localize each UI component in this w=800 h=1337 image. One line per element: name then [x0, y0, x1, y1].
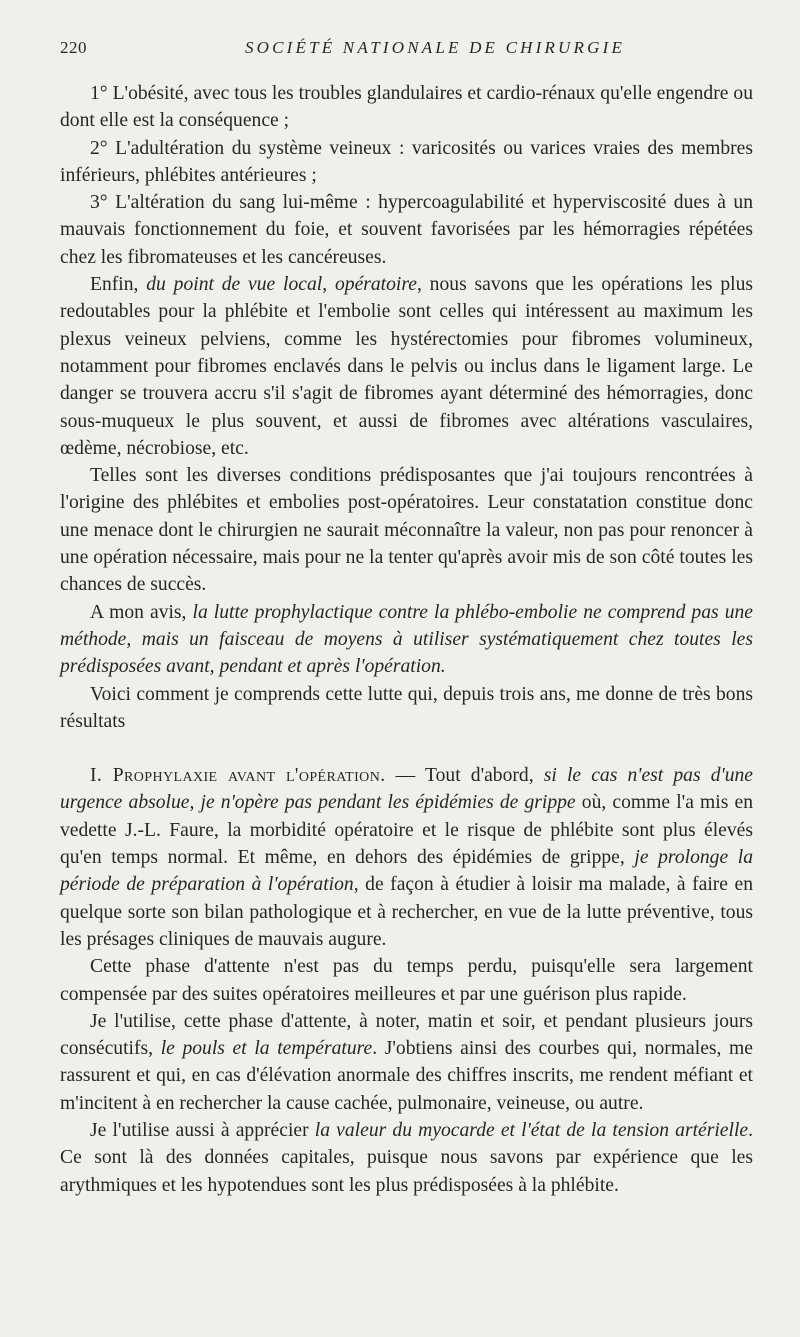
italic-run: le pouls et la température: [160, 1038, 373, 1060]
italic-run: si le cas n'est pas d'une urgence absolue, je n'opère pas pendant les épidémies de grippe: [60, 765, 753, 814]
paragraph-avis: [60, 599, 753, 681]
running-head: SOCIÉTÉ NATIONALE DE CHIRURGIE: [244, 38, 626, 57]
text-run: . Ce sont là des données capitales, puisque nous savons par expérience que les arythmiques et les hypotendues sont les plus prédisposées à la phlébite.: [60, 1119, 753, 1196]
paragraph-myocarde: [60, 1117, 753, 1199]
paragraph-attente: Cette phase d'attente n'est pas du temps perdu, puisqu'elle sera largement compensée par des suites opératoires meilleures et par une guérison plus rapide.: [60, 956, 753, 1005]
text-run: Enfin,: [90, 274, 147, 296]
page-header: [60, 38, 753, 66]
text-run: où, comme l'a mis en vedette J.-L. Faure, la morbidité opératoire et le risque de phlébite sont plus élevés qu'en temps normal. Et même, en dehors des épidémies de grippe,: [60, 792, 753, 869]
paragraph-voici: Voici comment je comprends cette lutte qui, depuis trois ans, me donne de très bons résultats: [60, 683, 753, 732]
text-run: A mon avis,: [90, 601, 193, 623]
italic-run: du point de vue local: [146, 274, 323, 296]
text-run: Je l'utilise, cette phase d'attente, à noter, matin et soir, et pendant plusieurs jours consécutifs,: [60, 1010, 753, 1060]
italic-run: je prolonge la période de préparation à l'opération: [60, 847, 754, 896]
text-run: , nous savons que les opérations les plus redoutables pour la phlébite et l'embolie sont celles qui intéressent au maximum les plexus veineux pelviens, comme les hystérectomies pour fibromes volumineux, notamment pour fibromes enclavés dans le pelvis ou inclus dans le ligament large. Le danger se trouvera accru s'il s'agit de fibromes ayant déterminé des hémorragies, donc sous-muqueux le plus souvent, et aussi de fibromes avec altérations vasculaires, œdème, nécrobiose, etc.: [60, 274, 754, 459]
italic-run: la lutte prophylactique contre la phlébo-embolie ne comprend pas une méthode, mais un faisceau de moyens à utiliser systématiquement chez toutes les prédisposées avant, pendant et après l'opération.: [60, 601, 753, 678]
italic-run: la valeur du myocarde et l'état de la tension artérielle: [314, 1119, 749, 1141]
page-number: 220: [60, 38, 87, 57]
article-body: [60, 80, 753, 1199]
text-run: Je l'utilise aussi à apprécier: [90, 1119, 315, 1141]
text-run: — Tout d'abord,: [385, 765, 544, 787]
paragraph-item-2: 2° L'adultération du système veineux : varicosités ou varices vraies des membres inférieurs, phlébites antérieures ;: [60, 137, 753, 186]
paragraph-prophylaxie: [60, 762, 753, 953]
paragraph-item-1: 1° L'obésité, avec tous les troubles glandulaires et cardio-rénaux qu'elle engendre ou dont elle est la conséquence ;: [60, 83, 753, 132]
paragraph-local-operatoire: [60, 271, 753, 462]
section-heading: I. Prophylaxie avant l'opération.: [90, 765, 386, 787]
text-run: ,: [322, 274, 335, 296]
text-run: . J'obtiens ainsi des courbes qui, normales, me rassurent et qui, en cas d'élévation anormale des chiffres inscrits, me rendent méfiant et m'incitent à en rechercher la cause cachée, pulmonaire, veineuse, ou autre.: [60, 1038, 753, 1114]
paragraph-item-3: 3° L'altération du sang lui-même : hypercoagulabilité et hyperviscosité dues à un mauvais fonctionnement du foie, et souvent favorisées par les hémorragies répétées chez les fibromateuses et les cancéreuses.: [60, 192, 753, 268]
text-run: , de façon à étudier à loisir ma malade, à faire en quelque sorte son bilan pathologique et à rechercher, en vue de la lutte préventive, tous les présages cliniques de mauvais augure.: [60, 874, 754, 950]
paragraph-pouls: [60, 1008, 753, 1117]
paragraph-conditions: Telles sont les diverses conditions prédisposantes que j'ai toujours rencontrées à l'origine des phlébites et embolies post-opératoires. Leur constatation constitue donc une menace dont le chirurgien ne saurait méconnaître la valeur, non pas pour renoncer à une opération nécessaire, mais pour ne la tenter qu'après avoir mis de son côté toutes les chances de succès.: [60, 465, 753, 596]
section-gap: [60, 735, 753, 762]
italic-run: opératoire: [334, 274, 417, 296]
